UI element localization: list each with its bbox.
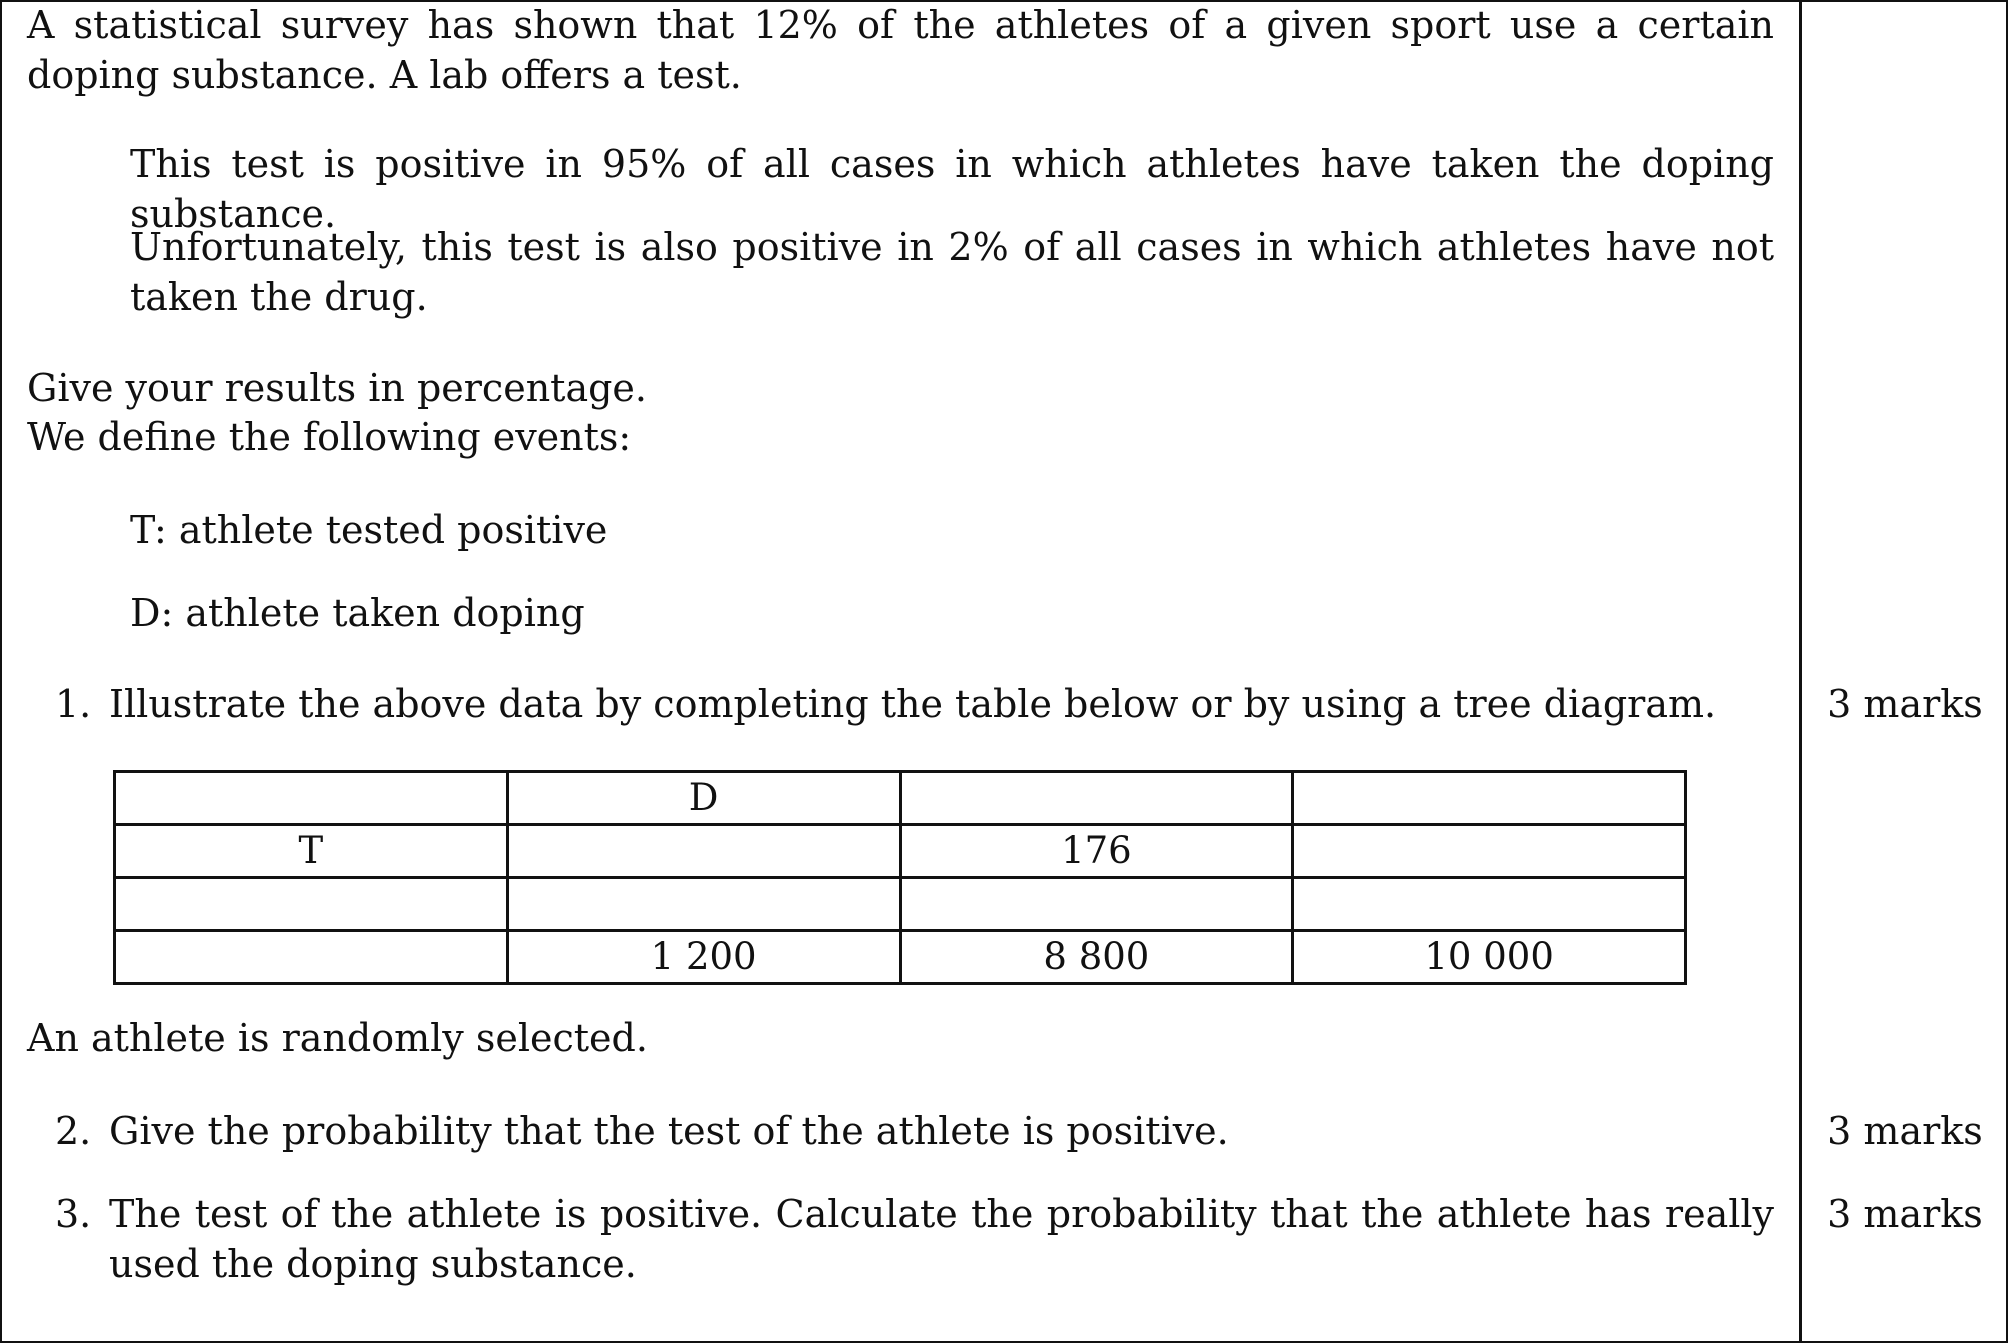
question-2-number: 2.: [55, 1109, 92, 1153]
question-1-text: Illustrate the above data by completing the table below or by using a tree diagram.: [109, 682, 1717, 726]
table-cell: [1293, 772, 1686, 825]
table-row: [115, 878, 1686, 931]
table-cell: [900, 772, 1293, 825]
table-cell: [1293, 878, 1686, 931]
table-row: [115, 825, 1686, 878]
table-cell: 10 000: [1293, 931, 1686, 984]
table-row: [115, 772, 1686, 825]
event-d-definition: D: athlete taken doping: [130, 591, 585, 635]
question-2-text: Give the probability that the test of the athlete is positive.: [109, 1109, 1229, 1153]
table-cell: [507, 825, 900, 878]
condition-false-positive: Unfortunately, this test is also positive in 2% of all cases in which athletes have not taken the drug.: [130, 225, 1774, 319]
table-row: [115, 931, 1686, 984]
intro-paragraph: A statistical survey has shown that 12% of the athletes of a given sport use a certain doping substance. A lab offers a test.: [27, 3, 1774, 97]
table-cell: [1293, 825, 1686, 878]
question-1-marks: 3 marks: [1827, 682, 1983, 726]
question-1-number: 1.: [55, 682, 92, 726]
event-t-definition: T: athlete tested positive: [130, 508, 608, 552]
question-2-marks: 3 marks: [1827, 1109, 1983, 1153]
condition-positive-doped: This test is positive in 95% of all cases in which athletes have taken the doping substance.: [130, 142, 1774, 236]
question-3-text: The test of the athlete is positive. Calculate the probability that the athlete has really used the doping substance.: [109, 1192, 1774, 1286]
table-cell: 1 200: [507, 931, 900, 984]
table-cell: T: [115, 825, 508, 878]
question-3-number: 3.: [55, 1192, 92, 1236]
random-selection-text: An athlete is randomly selected.: [27, 1016, 648, 1060]
table-cell: 176: [900, 825, 1293, 878]
define-events-instruction: We define the following events:: [27, 415, 632, 459]
contingency-table: [113, 770, 1687, 985]
give-results-instruction: Give your results in percentage.: [27, 366, 647, 410]
table-cell: 8 800: [900, 931, 1293, 984]
table-cell: D: [507, 772, 900, 825]
table-cell: [507, 878, 900, 931]
table-cell: [900, 878, 1293, 931]
table-cell: [115, 878, 508, 931]
table-cell: [115, 931, 508, 984]
table-cell: [115, 772, 508, 825]
question-3-marks: 3 marks: [1827, 1192, 1983, 1236]
